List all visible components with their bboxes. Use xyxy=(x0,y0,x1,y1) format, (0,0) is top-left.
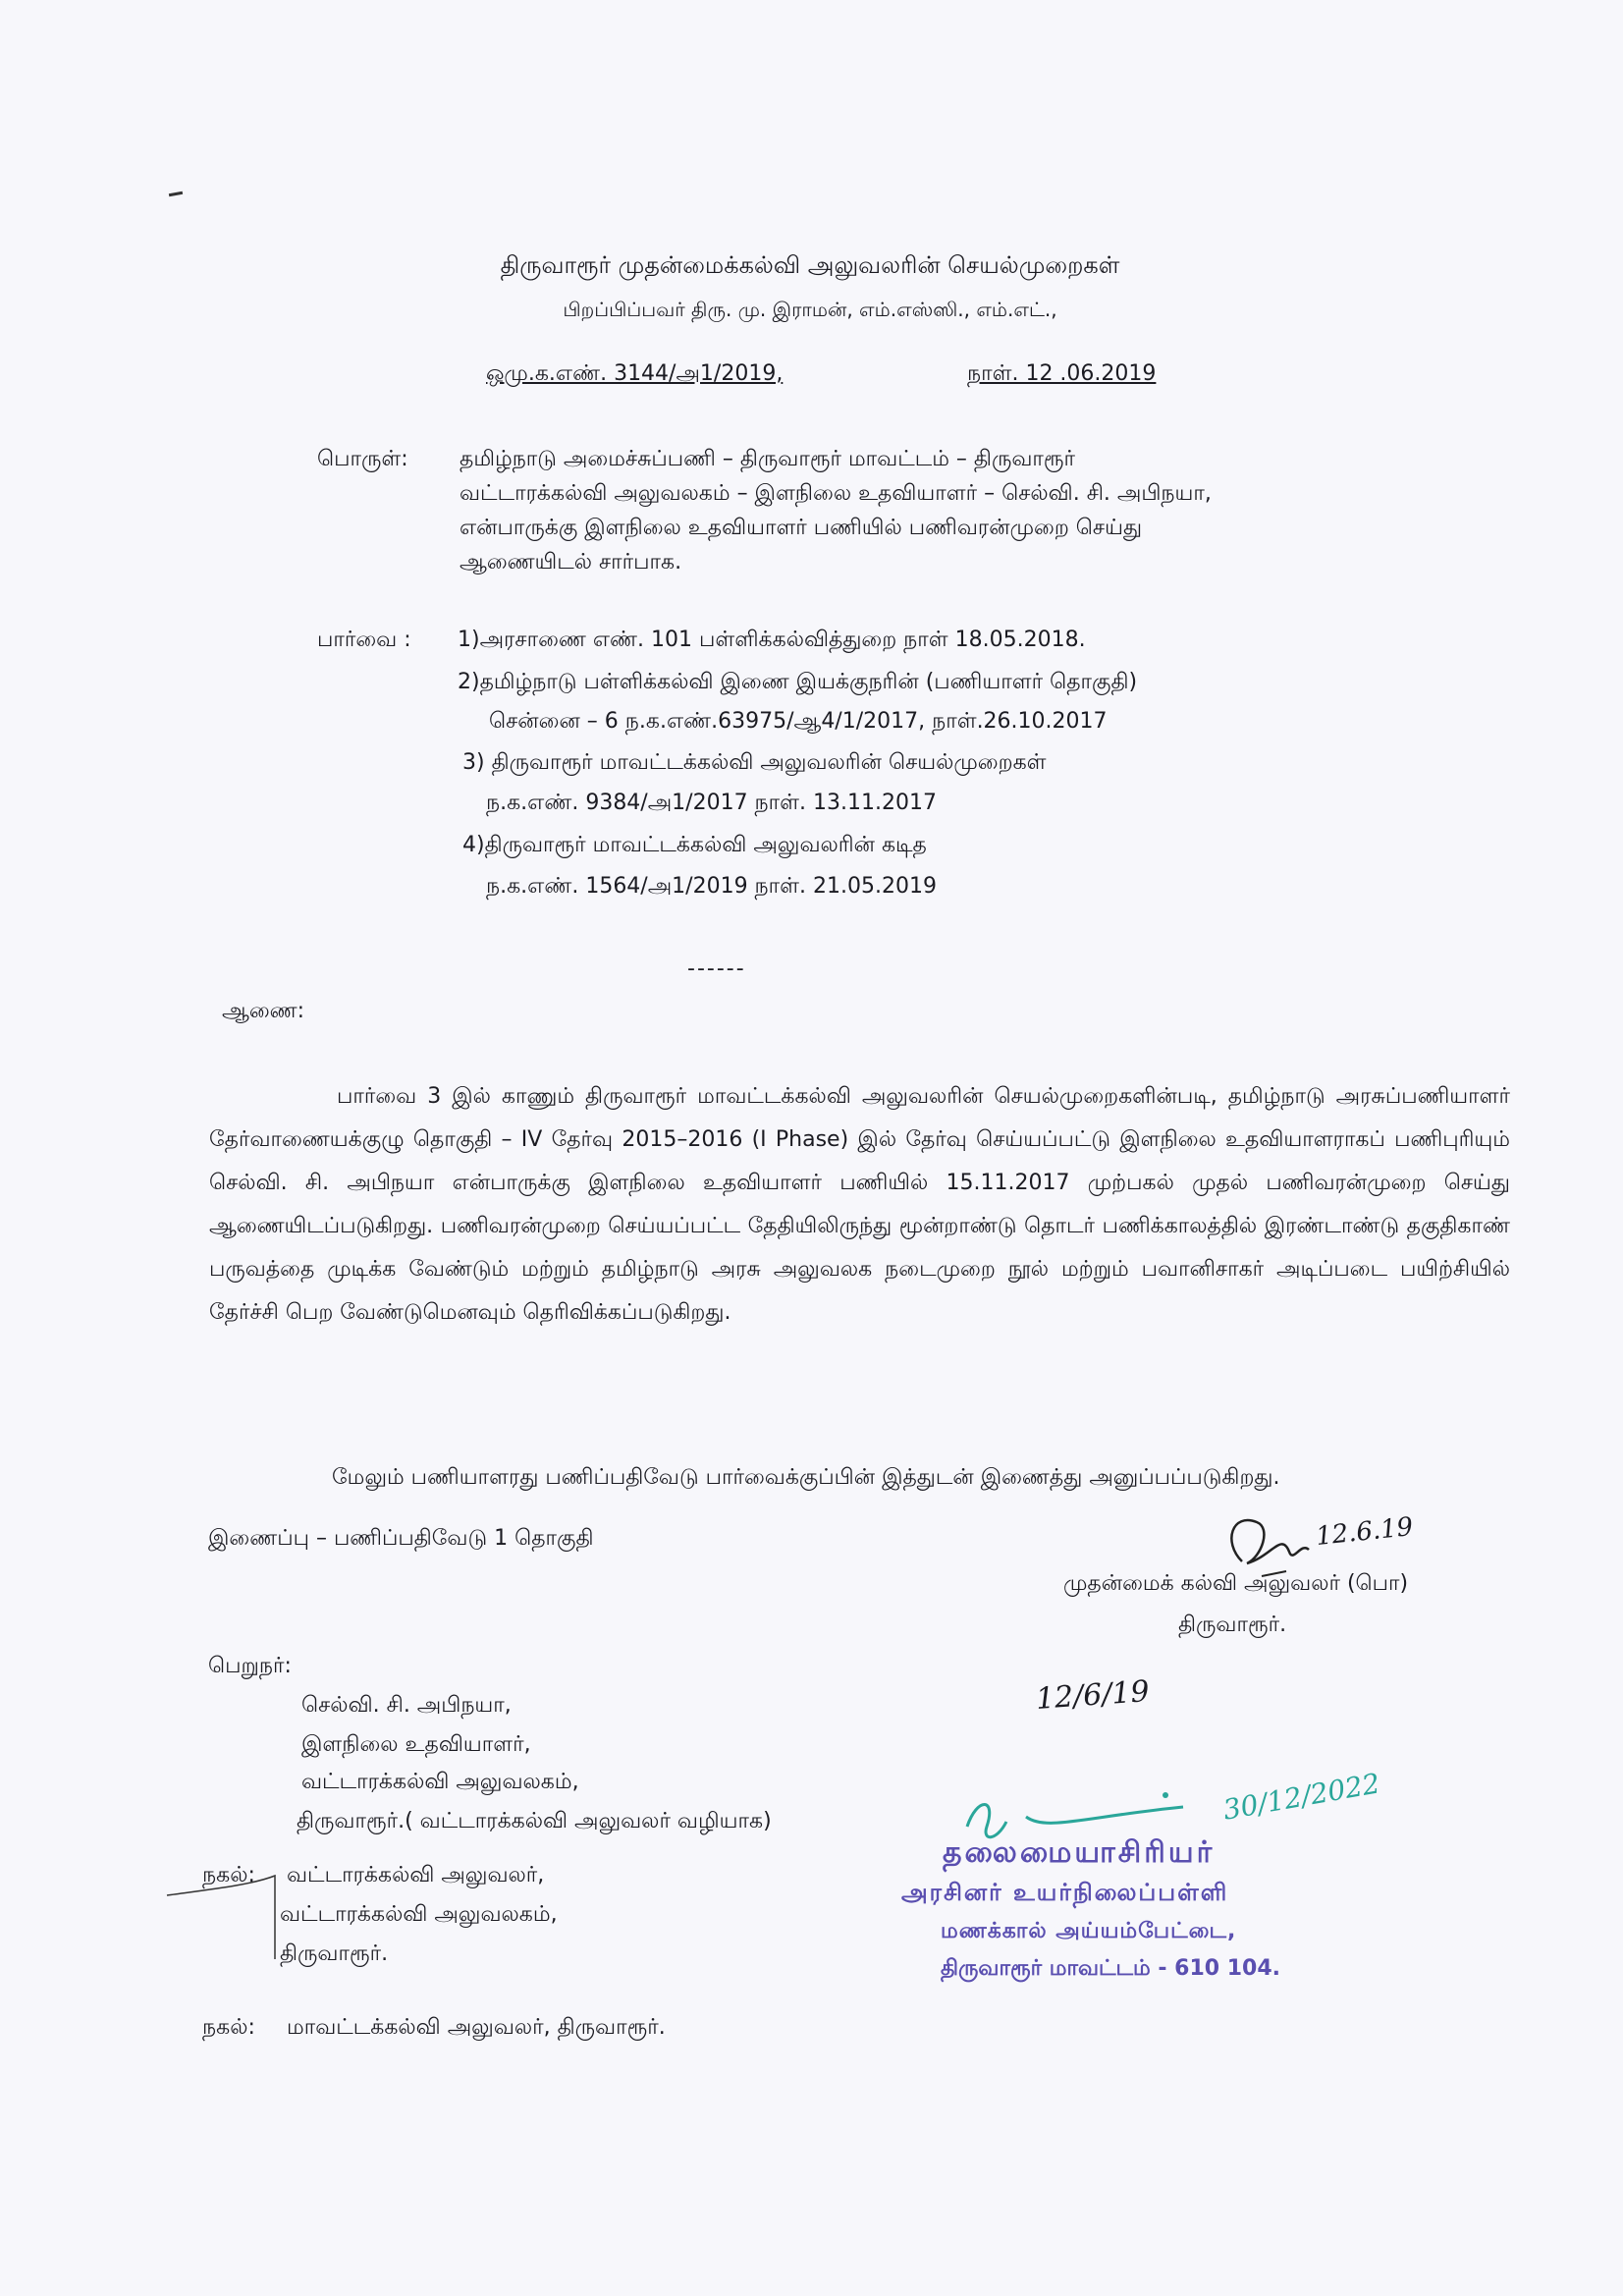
subject-label: பொருள்: xyxy=(317,447,408,471)
reference-item: சென்னை – 6 ந.க.எண்.63975/ஆ4/1/2017, நாள்.26.10.2017 xyxy=(489,709,1108,734)
signatory-place: திருவாரூர். xyxy=(1178,1613,1287,1637)
subject-line: வட்டாரக்கல்வி அலுவலகம் – இளநிலை உதவியாளர் – செல்வி. சி. அபிநயா, xyxy=(460,481,1212,506)
order-paragraph-text: பார்வை 3 இல் காணும் திருவாரூர் மாவட்டக்கல்வி அலுவலரின் செயல்முறைகளின்படி, தமிழ்நாடு அரசுப்பணியாளர் தேர்வாணையக்குழு தொகுதி – IV தேர்வு 2015–2016 (I Phase) இல் தேர்வு செய்யப்பட்டு இளநிலை உதவியாளராகப் பணிபுரியும் செல்வி. சி. அபிநயா என்பாருக்கு இளநிலை உதவியாளர் பணியில் 15.11.2017 முற்பகல் முதல் பணிவரன்முறை செய்து ஆணையிடப்படுகிறது. பணிவரன்முறை செய்யப்பட்ட தேதியிலிருந்து மூன்றாண்டு தொடர் பணிக்காலத்தில் இரண்டாண்டு தகுதிகாண் பருவத்தை முடிக்க வேண்டும் மற்றும் தமிழ்நாடு அரசு அலுவலக நடைமுறை நூல் மற்றும் பவானிசாகர் அடிப்படை பயிற்சியில் தேர்ச்சி பெற வேண்டுமெனவும் தெரிவிக்கப்படுகிறது. xyxy=(209,1084,1510,1325)
recipient-line: வட்டாரக்கல்வி அலுவலகம், xyxy=(301,1770,579,1794)
order-label: ஆணை: xyxy=(222,999,305,1023)
recipient-line: இளநிலை உதவியாளர், xyxy=(301,1732,531,1757)
subject-line: என்பாருக்கு இளநிலை உதவியாளர் பணியில் பணிவரன்முறை செய்து xyxy=(460,516,1143,540)
order-paragraph xyxy=(209,1075,1510,1335)
reference-item: 3) திருவாரூர் மாவட்டக்கல்வி அலுவலரின் செயல்முறைகள் xyxy=(462,750,1047,775)
reference-item: ந.க.எண். 1564/அ1/2019 நாள். 21.05.2019 xyxy=(486,874,937,899)
references-label: பார்வை : xyxy=(317,628,411,652)
scan-mark xyxy=(169,191,183,196)
stamp-district: திருவாரூர் மாவட்டம் - 610 104. xyxy=(941,1956,1281,1981)
reference-item: 2)தமிழ்நாடு பள்ளிக்கல்வி இணை இயக்குநரின் (பணியாளர் தொகுதி) xyxy=(458,670,1138,694)
reference-item: 4)திருவாரூர் மாவட்டக்கல்வி அலுவலரின் கடித xyxy=(462,833,927,857)
reference-date: நாள். 12 .06.2019 xyxy=(967,361,1157,386)
document-title: திருவாரூர் முதன்மைக்கல்வி அலுவலரின் செயல்முறைகள் xyxy=(500,251,1120,279)
order-paragraph-2: மேலும் பணியாளரது பணிப்பதிவேடு பார்வைக்குப்பின் இத்துடன் இணைத்து அனுப்பப்படுகிறது. xyxy=(332,1465,1280,1490)
subject-line: ஆணையிடல் சார்பாக. xyxy=(460,550,682,574)
recipient-label: பெறுநர்: xyxy=(208,1654,292,1678)
recipient-initial-date: 12/6/19 xyxy=(1034,1674,1151,1717)
copy-label-2: நகல்: xyxy=(202,2015,255,2040)
recipient-line: செல்வி. சி. அபிநயா, xyxy=(301,1693,512,1718)
copy-line: வட்டாரக்கல்வி அலுவலகம், xyxy=(280,1902,558,1927)
reference-item: 1)அரசாணை எண். 101 பள்ளிக்கல்வித்துறை நாள் 18.05.2018. xyxy=(458,628,1086,652)
recipient-line: திருவாரூர்.( வட்டாரக்கல்வி அலுவலர் வழியாக) xyxy=(297,1809,772,1833)
divider: ------ xyxy=(687,957,746,981)
enclosure: இணைப்பு – பணிப்பதிவேடு 1 தொகுதி xyxy=(208,1526,594,1551)
reference-item: ந.க.எண். 9384/அ1/2017 நாள். 13.11.2017 xyxy=(486,791,937,815)
signature-date: 12.6.19 xyxy=(1314,1511,1415,1553)
stamp-school: அரசினர் உயர்நிலைப்பள்ளி xyxy=(901,1879,1229,1906)
copy-text-2: மாவட்டக்கல்வி அலுவலர், திருவாரூர். xyxy=(287,2015,666,2040)
stamp-designation: தலைமையாசிரியர் xyxy=(943,1835,1216,1870)
signatory-designation: முதன்மைக் கல்வி அலுவலர் (பொ) xyxy=(1063,1571,1409,1596)
stamp-address: மணக்கால் அய்யம்பேட்டை, xyxy=(941,1919,1237,1943)
copy-line: திருவாரூர். xyxy=(280,1941,389,1966)
reference-number: ஒமு.க.எண். 3144/அ1/2019, xyxy=(486,361,784,386)
copy-line: வட்டாரக்கல்வி அலுவலர், xyxy=(287,1863,545,1887)
subject-line: தமிழ்நாடு அமைச்சுப்பணி – திருவாரூர் மாவட்டம் – திருவாரூர் xyxy=(460,447,1075,471)
document-issuer: பிறப்பிப்பவர் திரு. மு. இராமன், எம்.எஸ்ஸி., எம்.எட்., xyxy=(563,298,1057,321)
headmaster-sign-date: 30/12/2022 xyxy=(1220,1767,1382,1827)
copy-label: நகல்: xyxy=(202,1863,255,1887)
